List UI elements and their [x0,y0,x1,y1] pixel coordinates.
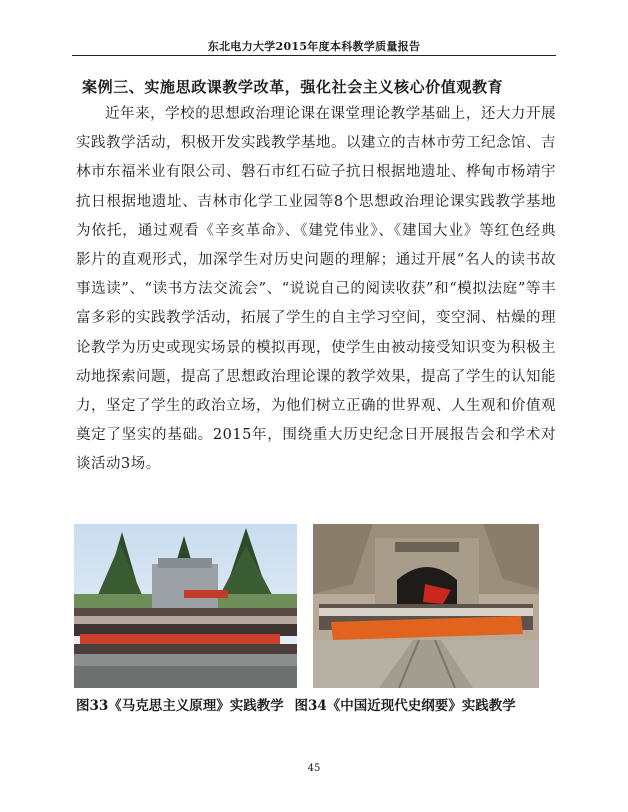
figure-33-caption: 图33《马克思主义原理》实践教学 [76,698,284,714]
figure-34-photo [313,524,539,688]
body-text [76,100,556,480]
figure-33-photo [74,524,297,688]
figure-captions [76,694,556,714]
header-divider [72,55,556,56]
page-number: 45 [307,763,321,774]
figure-34-caption: 图34《中国近现代史纲要》实践教学 [294,698,516,714]
case-title: 案例三、实施思政课教学改革，强化社会主义核心价值观教育 [82,78,504,96]
report-header: 东北电力大学2015年度本科教学质量报告 [207,40,421,53]
body-paragraph: 近年来，学校的思想政治理论课在课堂理论教学基础上，还大力开展实践教学活动，积极开发实践教学基地。以建立的吉林市劳工纪念馆、吉林市东福米业有限公司、磐石市红石砬子抗日根据地遗址、桦甸市杨靖宇抗日根据地遗址、吉林市化学工业园等8个思想政治理论课实践教学基地为依托，通过观看《辛亥革命》、《建党伟业》、《建国大业》等红色经典影片的直观形式，加深学生对历史问题的理解；通过开展“名人的读书故事选读”、“读书方法交流会”、“说说自己的阅读收获”和“模拟法庭”等丰富多彩的实践教学活动，拓展了学生的自主学习空间，变空洞、枯燥的理论教学为历史或现实场景的模拟再现，使学生由被动接受知识变为积极主动地探索问题，提高了思想政治理论课的教学效果，提高了学生的认知能力，坚定了学生的政治立场，为他们树立正确的世界观、人生观和价值观奠定了坚实的基础。2015年，围绕重大历史纪念日开展报告会和学术对谈活动3场。 [76,106,556,473]
